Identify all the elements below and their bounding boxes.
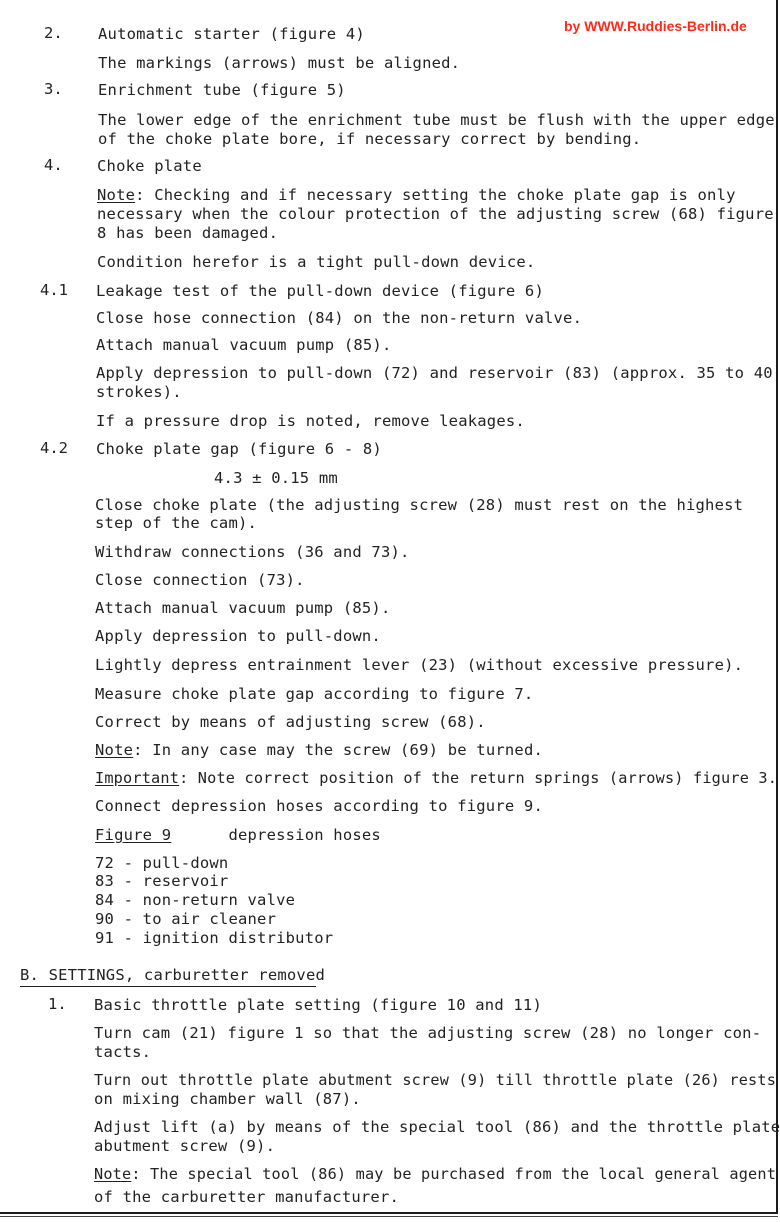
paragraph-line: Turn out throttle plate abutment screw (9) till throttle plate (26) rests [94,1071,777,1089]
note-line [94,1165,776,1183]
note-text: : In any case may the screw (69) be turned. [133,741,544,759]
note-line [97,186,736,204]
section-heading: Basic throttle plate setting (figure 10 and 11) [94,996,542,1014]
section-heading: Choke plate [97,157,202,175]
list-item: 83 - reservoir [95,872,229,890]
paragraph-line: Close hose connection (84) on the non-return valve. [96,309,583,327]
list-item: 72 - pull-down [95,854,229,872]
section-heading: Automatic starter (figure 4) [98,25,365,43]
paragraph-line: Lightly depress entrainment lever (23) (without excessive pressure). [95,656,744,674]
section-number: 1. [48,995,67,1013]
section-number: 4.1 [40,281,68,299]
paragraph-line: The markings (arrows) must be aligned. [98,54,461,72]
chapter-heading-underline [20,986,316,987]
section-number: 3. [44,80,63,98]
page-border-right [776,0,778,1214]
paragraph-line: The lower edge of the enrichment tube must be flush with the upper edge [98,111,775,129]
paragraph-line: Condition herefor is a tight pull-down device. [97,253,536,271]
paragraph-line: step of the cam). [95,514,258,532]
page-border-bottom-inner [0,1216,778,1217]
figure-caption-text: depression hoses [171,826,381,844]
paragraph-line: If a pressure drop is noted, remove leakages. [96,412,525,430]
paragraph-line: necessary when the colour protection of the adjusting screw (68) figure [97,205,774,223]
paragraph-line: Connect depression hoses according to figure 9. [95,797,543,815]
paragraph-line: Adjust lift (a) by means of the special tool (86) and the throttle plate [94,1118,780,1136]
note-label: Note [97,186,136,204]
note-line [95,741,543,759]
section-heading: Leakage test of the pull-down device (figure 6) [96,282,544,300]
paragraph-line: of the carburetter manufacturer. [94,1188,400,1206]
note-text: : The special tool (86) may be purchased from the local general agent [131,1165,777,1183]
specification-value: 4.3 ± 0.15 mm [214,469,338,487]
important-line [95,769,777,787]
paragraph-line: Correct by means of adjusting screw (68). [95,713,486,731]
paragraph-line: Attach manual vacuum pump (85). [95,599,391,617]
note-label: Note [95,741,134,759]
paragraph-line: 8 has been damaged. [97,224,279,242]
section-heading: Enrichment tube (figure 5) [98,81,346,99]
watermark-text: by WWW.Ruddies-Berlin.de [564,18,747,34]
section-number: 4.2 [40,439,68,457]
paragraph-line: Close connection (73). [95,571,305,589]
chapter-heading: B. SETTINGS, carburetter removed [20,966,326,984]
note-text: : Checking and if necessary setting the choke plate gap is only [135,186,736,204]
paragraph-line: Attach manual vacuum pump (85). [96,336,392,354]
paragraph-line: Close choke plate (the adjusting screw (28) must rest on the highest [95,496,744,514]
important-text: : Note correct position of the return springs (arrows) figure 3. [179,769,778,787]
section-number: 2. [44,24,63,42]
list-item: 84 - non-return valve [95,891,296,909]
list-item: 91 - ignition distributor [95,929,334,947]
section-heading: Choke plate gap (figure 6 - 8) [96,440,382,458]
figure-label: Figure 9 [95,826,172,844]
figure-caption [95,826,381,844]
paragraph-line: Measure choke plate gap according to figure 7. [95,685,534,703]
paragraph-line: Apply depression to pull-down (72) and reservoir (83) (approx. 35 to 40 [96,364,773,382]
paragraph-line: Withdraw connections (36 and 73). [95,543,410,561]
paragraph-line: strokes). [96,383,182,401]
paragraph-line: Apply depression to pull-down. [95,627,381,645]
paragraph-line: abutment screw (9). [94,1137,276,1155]
page-border-bottom [0,1212,778,1214]
paragraph-line: Turn cam (21) figure 1 so that the adjusting screw (28) no longer con- [94,1024,762,1042]
paragraph-line: on mixing chamber wall (87). [94,1090,361,1108]
section-number: 4. [44,156,63,174]
paragraph-line: tacts. [94,1043,152,1061]
note-label: Note [94,1165,132,1183]
important-label: Important [95,769,180,787]
paragraph-line: of the choke plate bore, if necessary correct by bending. [98,130,642,148]
list-item: 90 - to air cleaner [95,910,277,928]
